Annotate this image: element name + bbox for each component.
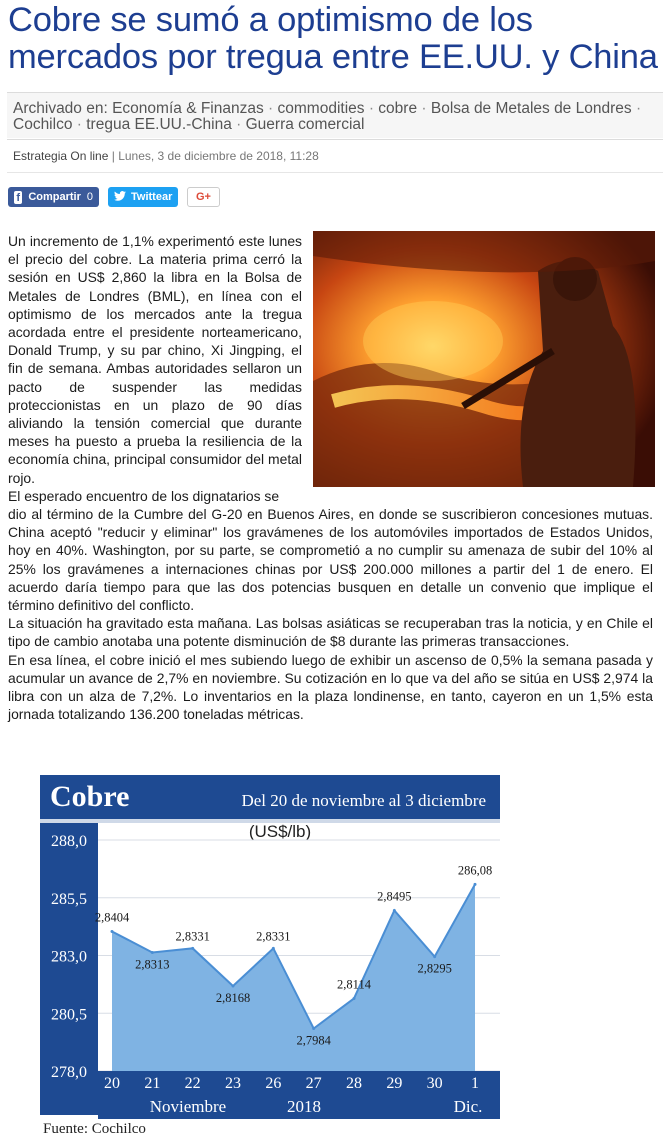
- chart-unit: (US$/lb): [248, 822, 312, 841]
- x-tick-label: 23: [225, 1075, 241, 1092]
- data-point: [272, 947, 275, 950]
- data-point: [312, 1027, 315, 1030]
- x-tick-label: 21: [144, 1075, 161, 1092]
- data-point: [151, 951, 154, 954]
- y-tick-label: 283,0: [51, 948, 87, 966]
- data-label: 2,8495: [377, 889, 412, 904]
- x-tick-label: 26: [265, 1075, 282, 1092]
- facebook-icon: f: [14, 191, 22, 204]
- x-tick-label: 30: [426, 1075, 443, 1092]
- tag-link[interactable]: Guerra comercial: [245, 116, 365, 133]
- share-bar: [8, 187, 220, 207]
- article-paragraph-5: En esa línea, el cobre inició el mes subiendo luego de exhibir un ascenso de 0,5% la semana pasada y acumular un avance de 2,7% en noviembre. Su cotización en lo que va del año se sitúa en US$ 2,974 la libra con un alza de 7,2%. Lo inventarios en la plaza londinense, en tanto, cayeron en un 1,5% esta jornada totalizando 136.200 toneladas métricas.: [8, 651, 653, 723]
- article-paragraph-1: Un incremento de 1,1% experimentó este lunes el precio del cobre. La materia prima cerró la sesión en US$ 2,860 la libra en la Bolsa de Metales de Londres (BML), en línea con el optimismo de los mercados ante la tregua acordada entre el presidente norteamericano, Donald Trump, y su par chino, Xi Jingping, el fin de semana. Ambas autoridades sellaron un pacto de suspender las medidas proteccionistas en un plazo de 90 días aliviando la tensión comercial que durante meses ha puesto a prueba la resiliencia de la economía china, principal consumidor del metal rojo.: [8, 233, 302, 486]
- facebook-share-button[interactable]: [8, 187, 99, 207]
- chart-title: Cobre: [50, 780, 130, 813]
- data-label: 2,8295: [417, 961, 452, 976]
- x-year: 2018: [287, 1097, 321, 1116]
- tag-link[interactable]: Cochilco: [13, 116, 73, 133]
- facebook-share-label: Compartir: [28, 191, 81, 203]
- article-paragraph-4: La situación ha gravitado esta mañana. Las bolsas asiáticas se recuperaban tras la noticia, y en Chile el tipo de cambio anotaba una potente disminución de $8 durante las primeras transacciones.: [8, 615, 653, 650]
- x-month-left: Noviembre: [149, 1097, 227, 1116]
- data-point: [393, 909, 396, 912]
- x-tick-label: 27: [305, 1075, 322, 1092]
- data-label: 2,8404: [94, 910, 130, 925]
- tag-separator: ·: [263, 100, 278, 117]
- x-tick-label: 1: [471, 1075, 479, 1092]
- x-tick-label: 28: [346, 1075, 362, 1092]
- facebook-share-count: 0: [86, 191, 93, 203]
- chart-area: [112, 884, 475, 1071]
- tag-link[interactable]: Bolsa de Metales de Londres: [430, 100, 632, 117]
- twitter-share-button[interactable]: [108, 187, 178, 207]
- x-tick-label: 20: [104, 1075, 120, 1092]
- tag-separator: ·: [631, 100, 642, 117]
- data-label: 286,08: [457, 863, 493, 878]
- data-label: 2,8331: [256, 929, 291, 944]
- archive-label: Archivado en:: [13, 100, 108, 117]
- y-tick-label: 280,5: [51, 1006, 87, 1024]
- data-label: 2,8168: [215, 990, 251, 1005]
- chart-svg: [40, 775, 500, 1140]
- y-tick-label: 278,0: [51, 1064, 87, 1081]
- data-label: 2,8114: [337, 977, 371, 992]
- x-tick-label: 22: [184, 1075, 201, 1092]
- x-tick-label: 29: [386, 1075, 403, 1092]
- data-label: 2,8313: [135, 957, 170, 972]
- data-label: 2,8331: [175, 929, 210, 944]
- y-tick-label: 288,0: [51, 833, 87, 850]
- tag-link[interactable]: Economía & Finanzas: [112, 100, 264, 117]
- article-date: Lunes, 3 de diciembre de 2018, 11:28: [118, 149, 319, 163]
- article-paragraph-3: dio al término de la Cumbre del G-20 en Buenos Aires, en donde se suscribieron concesiones mutuas. China aceptó "reducir y eliminar" los gravámenes de los automóviles importados de Estados Unidos, hoy en 40%. Washington, por su parte, se comprometió a no cumplir su amenaza de subir del 10% al 25% los gravámenes a internaciones chinas por US$ 200.000 millones a partir del 1 de enero. El acuerdo daría tiempo para que las dos potencias busquen en detalle un convenio que implique el término definitivo del conflicto.: [8, 506, 653, 614]
- tag-separator: ·: [72, 116, 87, 133]
- x-month-right: Dic.: [453, 1097, 483, 1116]
- twitter-share-label: Twittear: [131, 191, 173, 203]
- data-point: [353, 997, 356, 1000]
- data-point: [111, 930, 114, 933]
- tag-link[interactable]: commodities: [277, 100, 365, 117]
- tag-separator: ·: [364, 100, 379, 117]
- data-label: 2,7984: [296, 1033, 331, 1048]
- tag-bar: [7, 92, 663, 138]
- tag-link[interactable]: tregua EE.UU.-China: [86, 116, 232, 133]
- article-paragraph-2: El esperado encuentro de los dignatarios se: [8, 487, 280, 504]
- article-title: Cobre se sumó a optimismo de los mercados por tregua entre EE.UU. y China: [8, 1, 658, 76]
- data-point: [191, 947, 194, 950]
- chart-source: Fuente: Cochilco: [43, 1121, 146, 1137]
- data-point: [232, 984, 235, 987]
- data-point: [433, 955, 436, 958]
- tag-link[interactable]: cobre: [378, 100, 418, 117]
- article-meta: Estrategia On line | Lunes, 3 de diciembre de 2018, 11:28: [7, 139, 663, 173]
- article-body: [8, 232, 653, 723]
- google-plus-icon: G+: [196, 191, 211, 203]
- chart-subtitle: Del 20 de noviembre al 3 diciembre: [241, 791, 486, 810]
- y-tick-label: 285,5: [51, 890, 87, 908]
- google-plus-button[interactable]: [187, 187, 220, 207]
- data-point: [474, 883, 477, 886]
- tag-separator: ·: [231, 116, 246, 133]
- tag-separator: ·: [417, 100, 431, 117]
- article-source: Estrategia On line: [13, 149, 109, 163]
- twitter-bird-icon: [114, 191, 126, 204]
- copper-price-chart: [40, 775, 500, 1140]
